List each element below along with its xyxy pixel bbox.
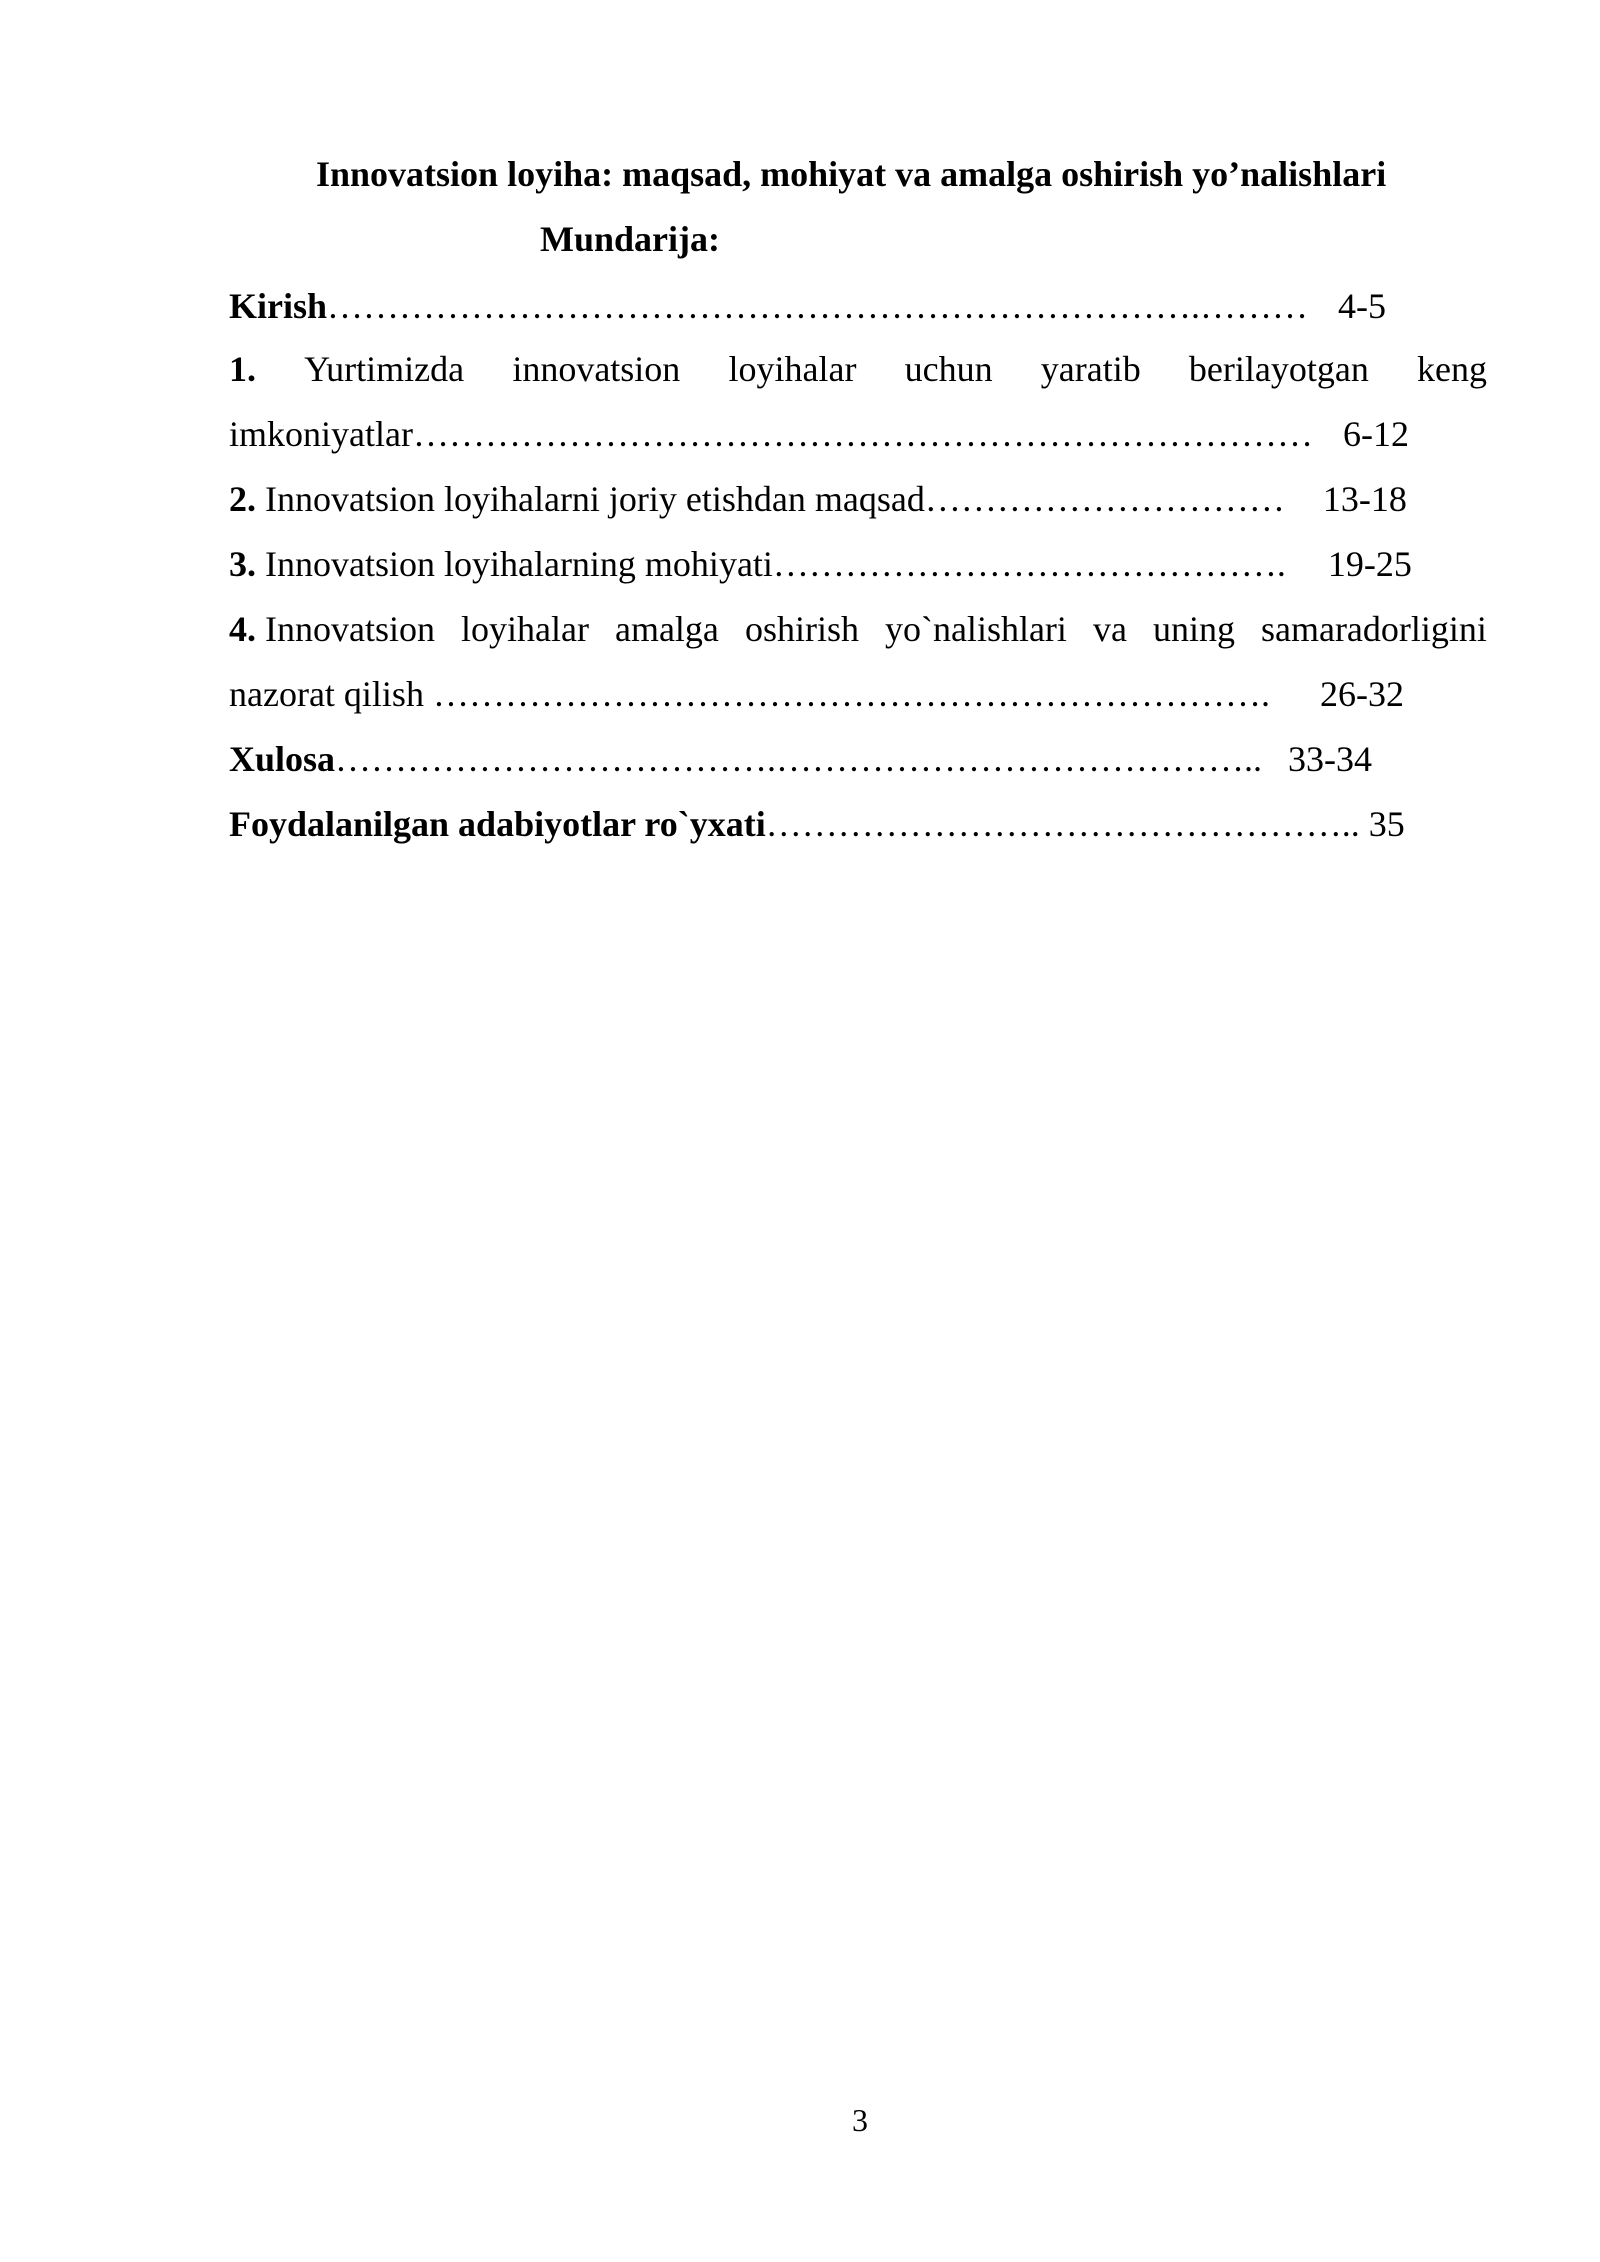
- toc-entry-1-word-3: loyihalar: [728, 349, 857, 389]
- toc-leader: …………………………………………………………….: [432, 674, 1270, 714]
- toc-entry-1-line2: [229, 410, 1409, 458]
- toc-entry-label: Innovatsion loyihalarning mohiyati: [265, 544, 773, 584]
- toc-entry-4-word-4: yo`nalishlari: [884, 609, 1067, 649]
- toc-entry-label: nazorat qilish: [229, 674, 424, 714]
- toc-entry-label: Innovatsion loyihalarni joriy etishdan maqsad: [265, 479, 925, 519]
- toc-entry-4-word-5: va: [1092, 609, 1127, 649]
- toc-entry-1-word-5: yaratib: [1040, 349, 1141, 389]
- toc-entry-4-word-7: samaradorligini: [1260, 609, 1487, 649]
- toc-entry-4-line2: [229, 670, 1404, 718]
- toc-entry-4-word-1: loyihalar: [461, 609, 589, 649]
- toc-leader: …………………………………………..: [765, 804, 1360, 844]
- toc-entry-1-word-4: uchun: [904, 349, 993, 389]
- toc-entry-kirish: [229, 282, 1386, 330]
- toc-entry-3: [229, 540, 1412, 588]
- toc-entry-label: imkoniyatlar: [229, 414, 413, 454]
- toc-leader: …………………………: [924, 479, 1285, 519]
- toc-page-range: 4-5: [1338, 286, 1387, 326]
- toc-page-range: 35: [1368, 804, 1405, 844]
- toc-entry-1-word-6: berilayotgan: [1188, 349, 1369, 389]
- toc-page-range: 19-25: [1327, 544, 1412, 584]
- toc-entry-4-word-3: oshirish: [744, 609, 859, 649]
- toc-leader: ……………………………………………………………….………: [327, 286, 1309, 326]
- toc-entry-number: 2.: [229, 479, 256, 519]
- toc-entry-label: Xulosa: [229, 739, 336, 779]
- toc-page-range: 33-34: [1288, 739, 1373, 779]
- toc-entry-label: Kirish: [229, 286, 328, 326]
- toc-entry-4-word-6: uning: [1152, 609, 1235, 649]
- toc-page-range: 13-18: [1322, 479, 1407, 519]
- toc-entry-1-word-0: 1.: [229, 349, 256, 389]
- toc-heading: Mundarija:: [540, 219, 720, 259]
- toc-entry-1-word-1: Yurtimizda: [304, 349, 465, 389]
- toc-page-range: 26-32: [1319, 674, 1404, 714]
- toc-entry-2: [229, 475, 1407, 523]
- toc-entry-1-word-7: keng: [1417, 349, 1487, 389]
- toc-entry-xulosa: [229, 735, 1372, 783]
- toc-entry-4-word-2: amalga: [614, 609, 719, 649]
- toc-leader: …………………………………………………………………: [412, 414, 1313, 454]
- toc-entry-4-line1: [229, 605, 1487, 653]
- toc-leader: …………………………………….: [772, 544, 1286, 584]
- toc-entry-number: 3.: [229, 544, 256, 584]
- document-title: Innovatsion loyiha: maqsad, mohiyat va amalga oshirish yo’nalishlari: [316, 154, 1387, 194]
- toc-entry-adabiyotlar: [229, 800, 1405, 848]
- toc-leader: ……………………………….…………………………………..: [335, 739, 1263, 779]
- page-number: 3: [852, 2102, 868, 2138]
- toc-entry-label: Foydalanilgan adabiyotlar ro`yxati: [229, 804, 766, 844]
- toc-entry-4-word-0: 4. Innovatsion: [229, 609, 435, 649]
- toc-entry-1-word-2: innovatsion: [512, 349, 681, 389]
- toc-page-range: 6-12: [1342, 414, 1409, 454]
- toc-entry-1-line1: [229, 345, 1487, 393]
